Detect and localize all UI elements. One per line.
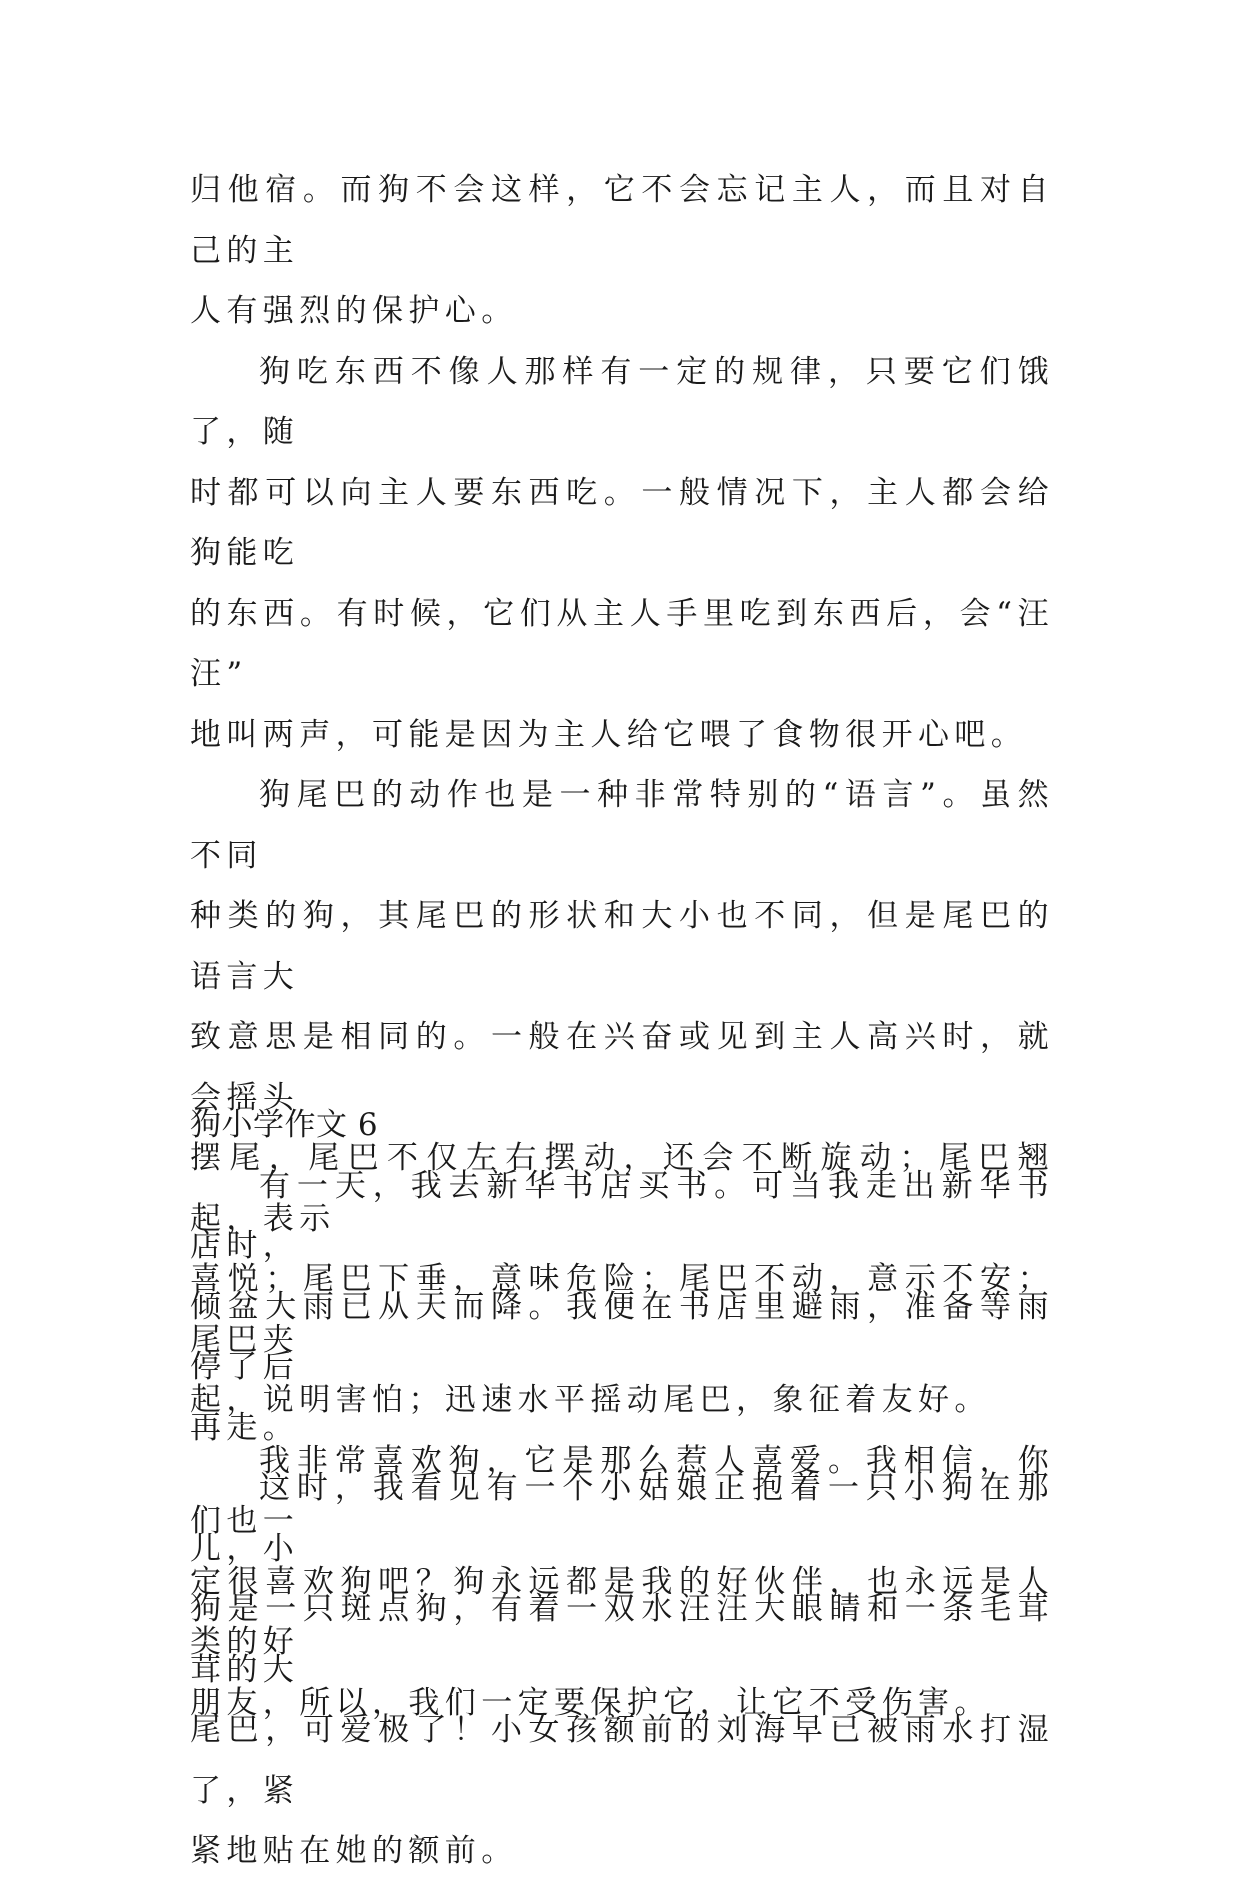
text-line: 地叫两声，可能是因为主人给它喂了食物很开心吧。 <box>190 716 1028 753</box>
text-line: 狗吃东西不像人那样有一定的规律，只要它们饿了，随 <box>190 353 1054 450</box>
essay-title: 狗小学作文 6 <box>190 1107 379 1143</box>
essay-6 <box>190 1095 1054 1882</box>
text-line: 定很喜欢狗吧？狗永远都是我的好伙伴，也永远是人类的好 <box>190 1563 1054 1660</box>
paragraph-2 <box>190 342 1054 766</box>
text-line: 的东西。有时候，它们从主人手里吃到东西后，会“汪汪” <box>190 595 1054 692</box>
text-line: 致意思是相同的。一般在兴奋或见到主人高兴时，就会摇头 <box>190 1019 1054 1116</box>
text-line: 摆尾，尾巴不仅左右摆动，还会不断旋动；尾巴翘起，表示 <box>190 1140 1054 1237</box>
text-line: 归他宿。而狗不会这样，它不会忘记主人，而且对自己的主 <box>190 172 1054 269</box>
text-line: 狗尾巴的动作也是一种非常特别的“语言”。虽然不同 <box>190 777 1054 874</box>
text-line: 倾盆大雨已从天而降。我便在书店里避雨，准备等雨停了后 <box>190 1288 1054 1385</box>
text-line: 狗是一只斑点狗，有着一双水汪汪大眼睛和一条毛茸茸的大 <box>190 1591 1054 1688</box>
paragraph-5 <box>190 1156 1054 1459</box>
text-line: 喜悦；尾巴下垂，意味危险；尾巴不动，意示不安；尾巴夹 <box>190 1261 1054 1358</box>
text-line: 朋友，所以，我们一定要保护它，让它不受伤害。 <box>190 1684 991 1721</box>
text-line: 人有强烈的保护心。 <box>190 293 518 329</box>
text-line: 我非常喜欢狗，它是那么惹人喜爱。我相信，你们也一 <box>190 1442 1054 1539</box>
text-line: 种类的狗，其尾巴的形状和大小也不同，但是尾巴的语言大 <box>190 898 1054 995</box>
text-line: 时都可以向主人要东西吃。一般情况下，主人都会给狗能吃 <box>190 474 1054 571</box>
text-line: 尾巴，可爱极了！小女孩额前的刘海早已被雨水打湿了，紧 <box>190 1712 1054 1809</box>
text-line: 有一天，我去新华书店买书。可当我走出新华书店时， <box>190 1167 1054 1264</box>
text-line: 紧地贴在她的额前。 <box>190 1833 518 1869</box>
paragraph-1 <box>190 160 1054 342</box>
text-line: 起，说明害怕；迅速水平摇动尾巴，象征着友好。 <box>190 1382 991 1418</box>
text-line: 这时，我看见有一个小姑娘正抱着一只小狗在那儿，小 <box>190 1470 1054 1567</box>
text-line: 再走。 <box>190 1409 300 1446</box>
paragraph-6 <box>190 1458 1054 1882</box>
